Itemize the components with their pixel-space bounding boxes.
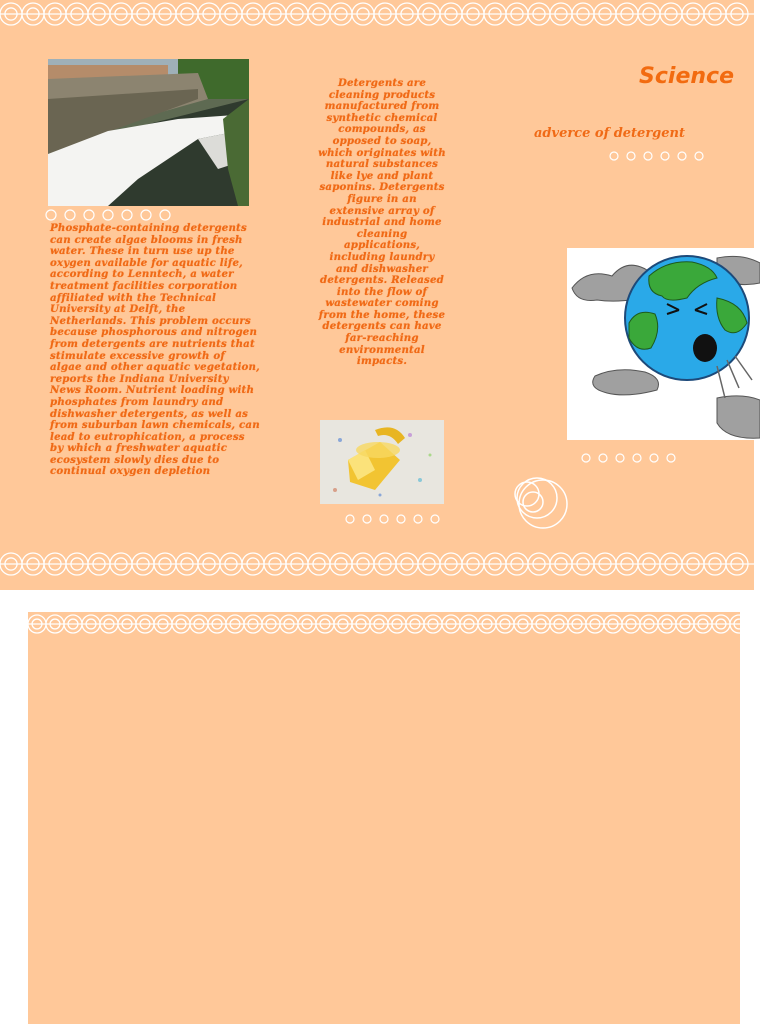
decorative-rings: [505, 472, 571, 532]
detergent-definition-paragraph: Detergents are cleaning products manufactured from synthetic chemical compounds, as opposed to soap, which originates with natural substances like lye and plant saponins. Detergents figure in an extensive array of industrial and home cleaning applications, including laundry and dishwasher detergents. Released into the flow of wastewater coming from the home, these detergents can have far-reaching environmental impacts.: [318, 77, 446, 368]
phosphate-paragraph: Phosphate-containing detergents can create algae blooms in fresh water. These in turn use up the oxygen available for aquatic life, according to Lenntech, a water treatment facilities corporation affiliated with the Technical University at Delft, the Netherlands. This problem occurs because phosphorous and nitrogen from detergents are nutrients that stimulate excessive growth of algae and other aquatic vegetation, reports the Indiana University News Room. Nutrient loading with phosphates from laundry and dishwasher detergents, as well as from suburban lawn chemicals, can lead to eutrophication, a process by which a freshwater aquatic ecosystem slowly dies due to continual oxygen depletion: [50, 222, 260, 478]
brochure-title: Science: [639, 64, 734, 89]
top-lace-border: [0, 0, 754, 40]
bottom-lace-border: [0, 544, 754, 584]
brochure-subtitle: adverce of detergent: [534, 126, 685, 141]
circle-row-right-top: [608, 149, 716, 163]
crying-earth-clipart: [567, 248, 760, 440]
circle-row-left: [44, 208, 184, 222]
circle-row-right-bottom: [580, 451, 688, 465]
brochure-page-back: [28, 612, 740, 1024]
river-foam-photo: [48, 59, 249, 206]
detergent-scoop-photo: [320, 420, 444, 504]
back-page-lace-border: [28, 612, 740, 640]
circle-row-middle: [344, 512, 452, 526]
